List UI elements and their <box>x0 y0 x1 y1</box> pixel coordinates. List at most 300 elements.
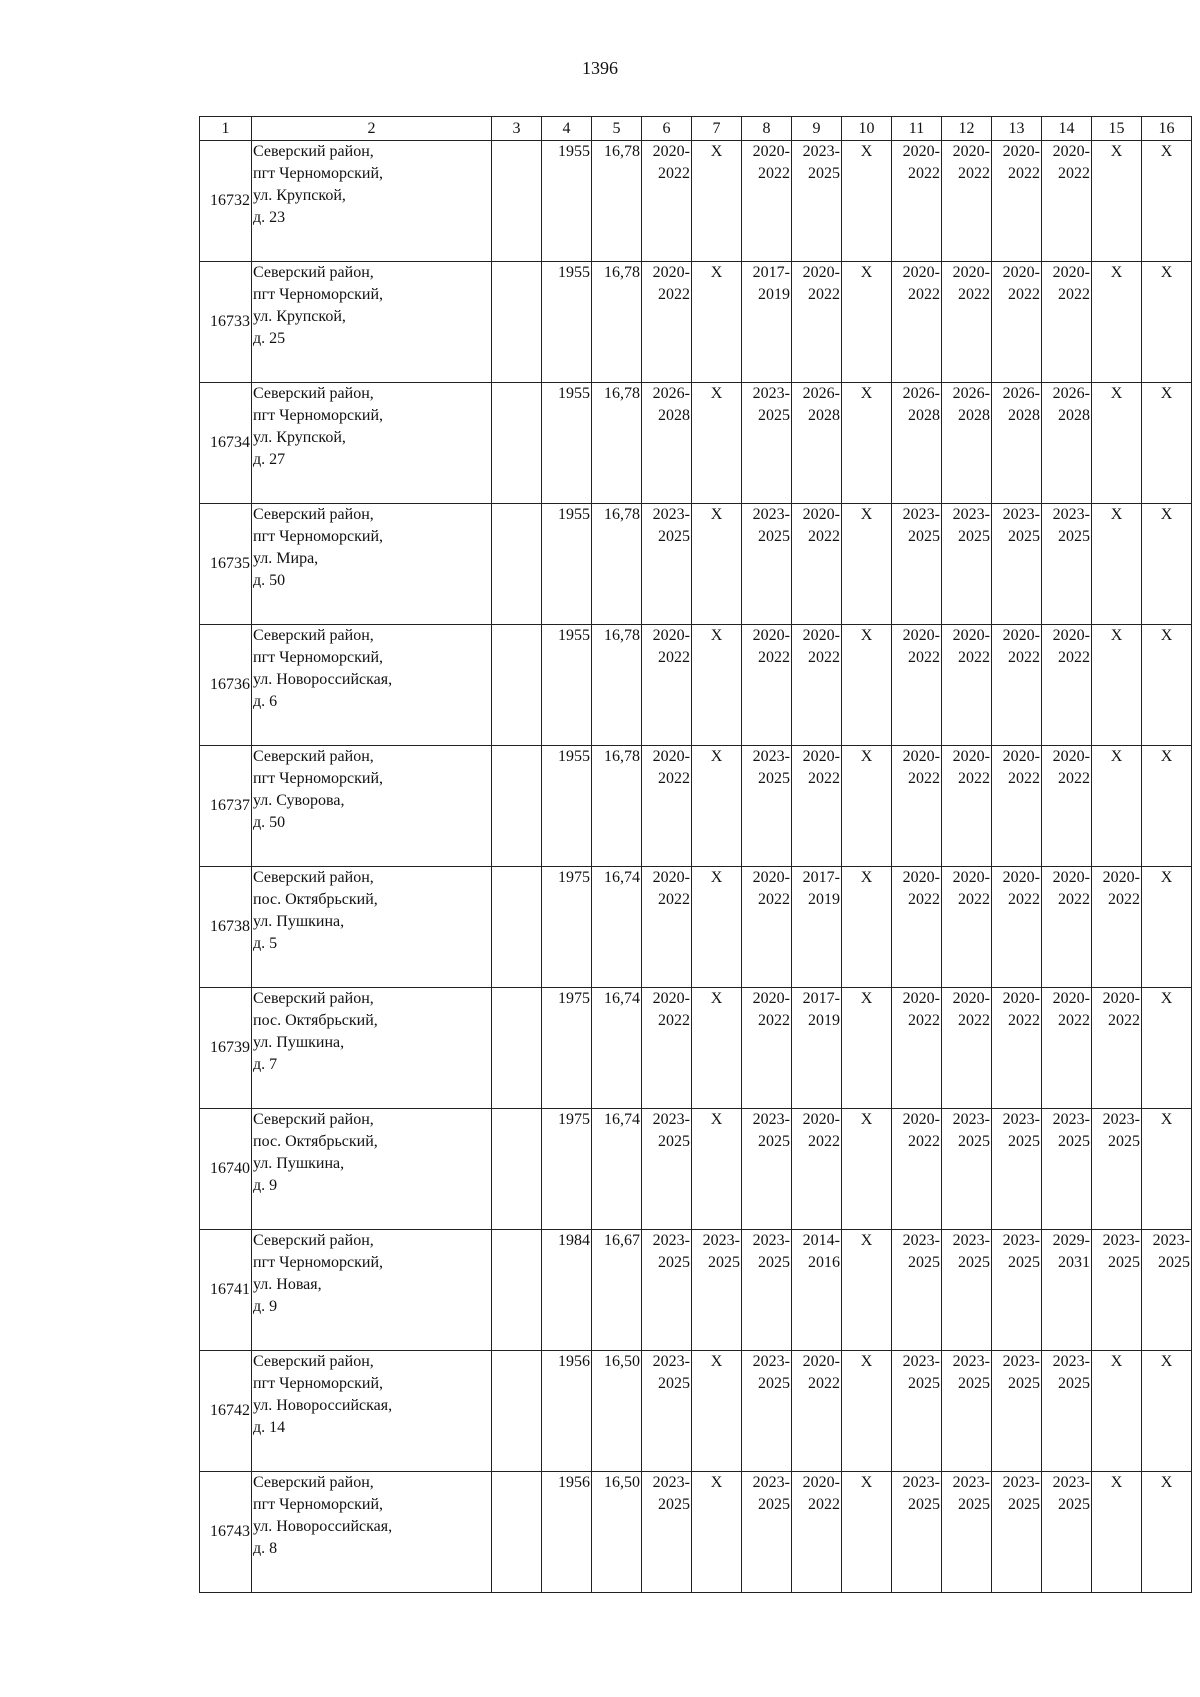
not-applicable-mark <box>842 1472 892 1593</box>
not-applicable-mark <box>692 1472 742 1593</box>
address-line: Северский район, <box>253 1353 374 1370</box>
address-line: д. 27 <box>253 451 286 468</box>
period-line: 2025 <box>658 1375 690 1392</box>
mark-text: X <box>860 1474 873 1491</box>
row-number: 16737 <box>200 746 252 867</box>
period-cell <box>1092 867 1142 988</box>
period-line: 2020- <box>752 869 790 886</box>
not-applicable-mark <box>842 141 892 262</box>
period-line: 2020- <box>952 143 990 160</box>
address-line: ул. Пушкина, <box>253 1155 345 1172</box>
table-row <box>200 1109 1192 1230</box>
address-cell <box>252 988 492 1109</box>
period-line: 2023- <box>1052 1353 1090 1370</box>
period-cell <box>1042 625 1092 746</box>
period-line: 2022 <box>958 286 990 303</box>
period-line: 2022 <box>1058 649 1090 666</box>
page-number: 1396 <box>582 58 618 78</box>
period-cell <box>742 1351 792 1472</box>
period-line: 2025 <box>958 1375 990 1392</box>
address-line: ул. Крупской, <box>253 308 346 325</box>
period-cell <box>892 1230 942 1351</box>
period-line: 2023- <box>652 1111 690 1128</box>
address-line: д. 9 <box>253 1177 278 1194</box>
period-line: 2025 <box>658 1133 690 1150</box>
column-header-11: 11 <box>892 117 942 141</box>
period-cell <box>742 1230 792 1351</box>
column-3-cell <box>492 1109 542 1230</box>
not-applicable-mark <box>692 867 742 988</box>
period-line: 2023- <box>952 1111 990 1128</box>
period-line: 2020- <box>802 627 840 644</box>
period-line: 2026- <box>952 385 990 402</box>
address-line: ул. Новая, <box>253 1276 322 1293</box>
not-applicable-mark <box>692 262 742 383</box>
address-line: ул. Мира, <box>253 550 319 567</box>
period-cell <box>642 1351 692 1472</box>
period-line: 2022 <box>1008 770 1040 787</box>
period-cell <box>1042 1472 1092 1593</box>
period-line: 2020- <box>1052 627 1090 644</box>
period-line: 2025 <box>1008 1375 1040 1392</box>
year-cell: 1955 <box>542 141 592 262</box>
column-header-5: 5 <box>592 117 642 141</box>
period-cell <box>942 1472 992 1593</box>
row-number: 16733 <box>200 262 252 383</box>
period-line: 2025 <box>908 1375 940 1392</box>
not-applicable-mark <box>1142 988 1192 1109</box>
address-line: д. 14 <box>253 1419 286 1436</box>
mark-text: X <box>710 385 723 402</box>
period-cell <box>892 746 942 867</box>
period-line: 2020- <box>802 506 840 523</box>
not-applicable-mark <box>842 1230 892 1351</box>
column-header-2: 2 <box>252 117 492 141</box>
year-cell: 1975 <box>542 1109 592 1230</box>
period-line: 2020- <box>952 869 990 886</box>
period-line: 2020- <box>902 1111 940 1128</box>
address-line: ул. Пушкина, <box>253 913 345 930</box>
column-header-10: 10 <box>842 117 892 141</box>
period-line: 2025 <box>958 1496 990 1513</box>
period-cell <box>792 1230 842 1351</box>
value-cell: 16,78 <box>592 141 642 262</box>
period-cell <box>892 988 942 1109</box>
period-line: 2022 <box>908 649 940 666</box>
period-line: 2025 <box>758 407 790 424</box>
period-line: 2025 <box>658 528 690 545</box>
mark-text: X <box>1110 1474 1123 1491</box>
column-3-cell <box>492 867 542 988</box>
address-line: пгт Черноморский, <box>253 528 383 545</box>
not-applicable-mark <box>842 262 892 383</box>
period-line: 2022 <box>758 891 790 908</box>
year-cell: 1975 <box>542 867 592 988</box>
not-applicable-mark <box>842 504 892 625</box>
mark-text: X <box>1160 143 1173 160</box>
address-cell <box>252 383 492 504</box>
row-number: 16739 <box>200 988 252 1109</box>
period-cell <box>992 1472 1042 1593</box>
address-line: Северский район, <box>253 869 374 886</box>
period-cell <box>942 504 992 625</box>
period-cell <box>642 1230 692 1351</box>
period-line: 2026- <box>902 385 940 402</box>
period-line: 2022 <box>908 891 940 908</box>
period-cell <box>942 746 992 867</box>
period-line: 2020- <box>652 990 690 1007</box>
column-header-15: 15 <box>1092 117 1142 141</box>
period-line: 2022 <box>908 165 940 182</box>
mark-text: X <box>1160 1353 1173 1370</box>
column-3-cell <box>492 141 542 262</box>
period-line: 2020- <box>802 1111 840 1128</box>
period-line: 2020- <box>802 748 840 765</box>
column-header-3: 3 <box>492 117 542 141</box>
address-line: Северский район, <box>253 264 374 281</box>
mark-text: X <box>1110 627 1123 644</box>
not-applicable-mark <box>1142 1109 1192 1230</box>
column-3-cell <box>492 1230 542 1351</box>
period-line: 2023- <box>902 1474 940 1491</box>
period-line: 2022 <box>658 649 690 666</box>
column-3-cell <box>492 383 542 504</box>
period-cell <box>642 867 692 988</box>
period-line: 2023- <box>752 1232 790 1249</box>
period-cell <box>792 867 842 988</box>
table-row <box>200 867 1192 988</box>
period-line: 2014- <box>802 1232 840 1249</box>
period-line: 2016 <box>808 1254 840 1271</box>
address-cell <box>252 1351 492 1472</box>
period-cell <box>892 504 942 625</box>
table-row <box>200 504 1192 625</box>
period-line: 2020- <box>1002 143 1040 160</box>
period-cell <box>892 625 942 746</box>
period-cell <box>642 383 692 504</box>
row-number: 16742 <box>200 1351 252 1472</box>
column-number-header-row <box>200 117 1192 141</box>
period-cell <box>642 625 692 746</box>
period-line: 2022 <box>1058 286 1090 303</box>
table-row <box>200 141 1192 262</box>
period-line: 2023- <box>1102 1111 1140 1128</box>
period-line: 2023- <box>1152 1232 1190 1249</box>
period-cell <box>1042 746 1092 867</box>
mark-text: X <box>710 627 723 644</box>
period-cell <box>1042 262 1092 383</box>
period-cell <box>892 262 942 383</box>
address-line: пгт Черноморский, <box>253 770 383 787</box>
address-line: ул. Крупской, <box>253 187 346 204</box>
period-cell <box>642 1109 692 1230</box>
not-applicable-mark <box>1142 262 1192 383</box>
period-line: 2020- <box>952 748 990 765</box>
address-line: д. 8 <box>253 1540 278 1557</box>
not-applicable-mark <box>692 504 742 625</box>
address-cell <box>252 1472 492 1593</box>
not-applicable-mark <box>692 1109 742 1230</box>
address-line: пос. Октябрьский, <box>253 1133 378 1150</box>
period-line: 2022 <box>658 286 690 303</box>
period-cell <box>942 867 992 988</box>
period-line: 2029- <box>1052 1232 1090 1249</box>
address-line: д. 7 <box>253 1056 278 1073</box>
period-cell <box>1042 1351 1092 1472</box>
period-line: 2025 <box>958 1133 990 1150</box>
period-line: 2025 <box>758 1254 790 1271</box>
period-cell <box>942 625 992 746</box>
period-line: 2022 <box>958 165 990 182</box>
mark-text: X <box>710 1353 723 1370</box>
period-cell <box>642 1472 692 1593</box>
period-line: 2023- <box>652 506 690 523</box>
period-cell <box>1092 988 1142 1109</box>
period-line: 2022 <box>1058 1012 1090 1029</box>
year-cell: 1955 <box>542 504 592 625</box>
table-row <box>200 746 1192 867</box>
address-line: Северский район, <box>253 1474 374 1491</box>
mark-text: X <box>860 748 873 765</box>
mark-text: X <box>860 990 873 1007</box>
period-line: 2020- <box>752 627 790 644</box>
not-applicable-mark <box>1142 746 1192 867</box>
value-cell: 16,50 <box>592 1472 642 1593</box>
period-line: 2025 <box>658 1496 690 1513</box>
period-line: 2023- <box>1002 1474 1040 1491</box>
period-line: 2023- <box>952 506 990 523</box>
column-3-cell <box>492 746 542 867</box>
period-cell <box>742 1109 792 1230</box>
row-number: 16735 <box>200 504 252 625</box>
row-number: 16736 <box>200 625 252 746</box>
column-header-14: 14 <box>1042 117 1092 141</box>
period-cell <box>792 141 842 262</box>
period-line: 2025 <box>808 165 840 182</box>
column-header-8: 8 <box>742 117 792 141</box>
address-line: Северский район, <box>253 143 374 160</box>
address-cell <box>252 1230 492 1351</box>
period-line: 2025 <box>758 770 790 787</box>
period-line: 2025 <box>908 1254 940 1271</box>
value-cell: 16,74 <box>592 867 642 988</box>
period-line: 2025 <box>1058 1133 1090 1150</box>
not-applicable-mark <box>692 746 742 867</box>
period-line: 2022 <box>1008 165 1040 182</box>
period-line: 2020- <box>752 143 790 160</box>
mark-text: X <box>1160 1474 1173 1491</box>
address-line: пгт Черноморский, <box>253 1496 383 1513</box>
not-applicable-mark <box>1142 383 1192 504</box>
not-applicable-mark <box>692 1351 742 1472</box>
table-row <box>200 1230 1192 1351</box>
not-applicable-mark <box>692 625 742 746</box>
period-line: 2025 <box>758 528 790 545</box>
not-applicable-mark <box>1142 1351 1192 1472</box>
value-cell: 16,78 <box>592 262 642 383</box>
period-line: 2020- <box>952 264 990 281</box>
period-line: 2022 <box>958 891 990 908</box>
period-line: 2020- <box>1052 143 1090 160</box>
address-line: Северский район, <box>253 748 374 765</box>
address-line: д. 5 <box>253 935 278 952</box>
period-line: 2028 <box>1058 407 1090 424</box>
not-applicable-mark <box>1142 504 1192 625</box>
year-cell: 1975 <box>542 988 592 1109</box>
value-cell: 16,67 <box>592 1230 642 1351</box>
mark-text: X <box>1160 385 1173 402</box>
address-cell <box>252 504 492 625</box>
period-line: 2025 <box>908 528 940 545</box>
period-line: 2022 <box>908 286 940 303</box>
mark-text: X <box>1110 264 1123 281</box>
period-cell <box>742 504 792 625</box>
address-line: Северский район, <box>253 1111 374 1128</box>
period-cell <box>642 262 692 383</box>
period-cell <box>792 383 842 504</box>
period-line: 2022 <box>1008 649 1040 666</box>
not-applicable-mark <box>1142 625 1192 746</box>
table-row <box>200 262 1192 383</box>
address-line: пос. Октябрьский, <box>253 891 378 908</box>
period-line: 2022 <box>908 1012 940 1029</box>
not-applicable-mark <box>1092 1472 1142 1593</box>
period-cell <box>1042 1230 1092 1351</box>
address-line: д. 50 <box>253 572 286 589</box>
not-applicable-mark <box>842 746 892 867</box>
period-cell <box>792 988 842 1109</box>
period-line: 2023- <box>1102 1232 1140 1249</box>
period-line: 2023- <box>702 1232 740 1249</box>
period-cell <box>992 1351 1042 1472</box>
not-applicable-mark <box>842 1109 892 1230</box>
period-line: 2020- <box>902 869 940 886</box>
mark-text: X <box>1110 748 1123 765</box>
mark-text: X <box>710 1474 723 1491</box>
period-line: 2020- <box>1002 869 1040 886</box>
period-cell <box>892 141 942 262</box>
period-cell <box>1042 867 1092 988</box>
period-line: 2020- <box>652 748 690 765</box>
column-header-16: 16 <box>1142 117 1192 141</box>
period-line: 2025 <box>1058 1375 1090 1392</box>
not-applicable-mark <box>692 141 742 262</box>
period-line: 2025 <box>1108 1254 1140 1271</box>
period-cell <box>792 504 842 625</box>
mark-text: X <box>1160 1111 1173 1128</box>
period-line: 2023- <box>1002 1232 1040 1249</box>
period-line: 2028 <box>658 407 690 424</box>
period-line: 2023- <box>752 1353 790 1370</box>
address-line: пос. Октябрьский, <box>253 1012 378 1029</box>
address-line: ул. Пушкина, <box>253 1034 345 1051</box>
address-line: пгт Черноморский, <box>253 1375 383 1392</box>
period-line: 2023- <box>652 1474 690 1491</box>
period-line: 2022 <box>658 770 690 787</box>
period-line: 2020- <box>952 627 990 644</box>
period-line: 2025 <box>708 1254 740 1271</box>
period-line: 2025 <box>1158 1254 1190 1271</box>
period-line: 2020- <box>1052 264 1090 281</box>
period-line: 2022 <box>1008 891 1040 908</box>
value-cell: 16,78 <box>592 504 642 625</box>
period-line: 2023- <box>902 1353 940 1370</box>
period-line: 2020- <box>802 264 840 281</box>
mark-text: X <box>860 506 873 523</box>
period-line: 2025 <box>1008 1496 1040 1513</box>
row-number: 16738 <box>200 867 252 988</box>
address-line: д. 25 <box>253 330 286 347</box>
table-body <box>200 141 1192 1593</box>
not-applicable-mark <box>1092 262 1142 383</box>
period-line: 2022 <box>808 286 840 303</box>
not-applicable-mark <box>842 867 892 988</box>
mark-text: X <box>1160 264 1173 281</box>
period-cell <box>742 988 792 1109</box>
table-row <box>200 1472 1192 1593</box>
period-cell <box>942 1109 992 1230</box>
period-cell <box>1092 1230 1142 1351</box>
period-line: 2020- <box>1102 869 1140 886</box>
address-line: Северский район, <box>253 506 374 523</box>
value-cell: 16,78 <box>592 746 642 867</box>
mark-text: X <box>860 1232 873 1249</box>
address-line: пгт Черноморский, <box>253 407 383 424</box>
row-number: 16743 <box>200 1472 252 1593</box>
address-cell <box>252 746 492 867</box>
period-line: 2022 <box>658 891 690 908</box>
period-line: 2022 <box>1008 1012 1040 1029</box>
period-line: 2023- <box>902 1232 940 1249</box>
period-line: 2017- <box>802 990 840 1007</box>
address-cell <box>252 262 492 383</box>
period-line: 2025 <box>1058 1496 1090 1513</box>
period-cell <box>992 504 1042 625</box>
value-cell: 16,74 <box>592 1109 642 1230</box>
period-line: 2026- <box>652 385 690 402</box>
year-cell: 1955 <box>542 383 592 504</box>
period-line: 2020- <box>952 990 990 1007</box>
address-cell <box>252 1109 492 1230</box>
period-cell <box>892 1351 942 1472</box>
period-line: 2020- <box>1052 748 1090 765</box>
period-line: 2022 <box>758 649 790 666</box>
not-applicable-mark <box>1092 625 1142 746</box>
period-cell <box>642 141 692 262</box>
period-cell <box>642 504 692 625</box>
period-cell <box>1092 1109 1142 1230</box>
table-row <box>200 383 1192 504</box>
period-line: 2022 <box>958 1012 990 1029</box>
period-line: 2023- <box>652 1353 690 1370</box>
period-cell <box>742 625 792 746</box>
value-cell: 16,74 <box>592 988 642 1109</box>
period-line: 2020- <box>1002 748 1040 765</box>
period-cell <box>792 1472 842 1593</box>
period-line: 2023- <box>1052 506 1090 523</box>
period-line: 2025 <box>1008 1133 1040 1150</box>
period-cell <box>1042 383 1092 504</box>
mark-text: X <box>710 990 723 1007</box>
mark-text: X <box>860 1353 873 1370</box>
not-applicable-mark <box>1092 141 1142 262</box>
period-line: 2019 <box>758 286 790 303</box>
mark-text: X <box>710 143 723 160</box>
not-applicable-mark <box>1142 1472 1192 1593</box>
address-line: пгт Черноморский, <box>253 286 383 303</box>
period-line: 2020- <box>902 627 940 644</box>
not-applicable-mark <box>692 383 742 504</box>
